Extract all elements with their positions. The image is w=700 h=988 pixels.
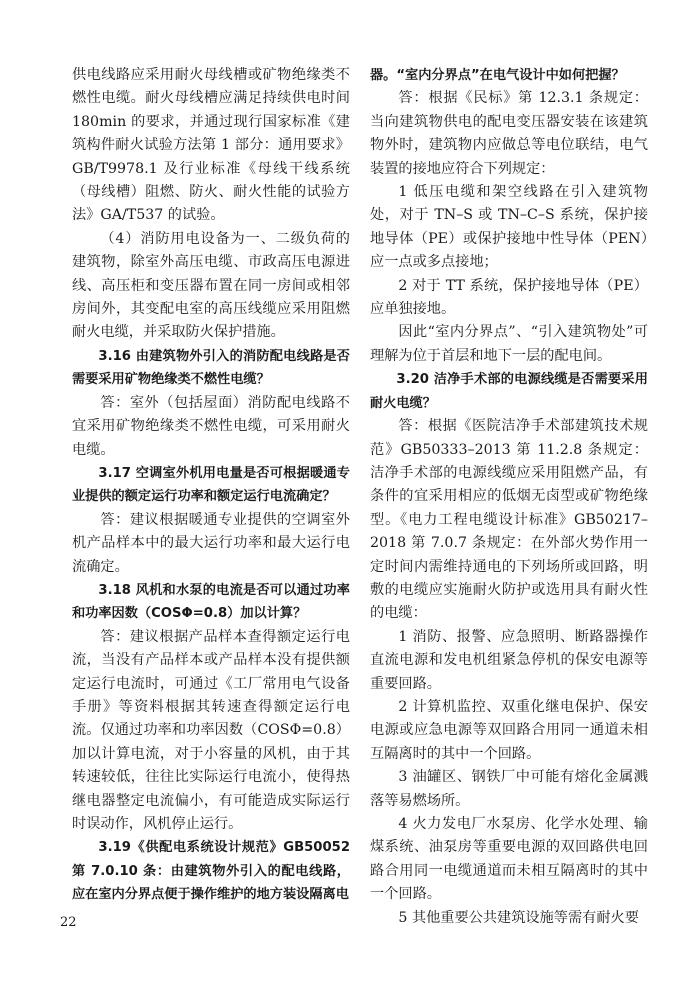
question-heading: 3.16 由建筑物外引入的消防配电线路是否需要采用矿物绝缘类不燃性电缆？	[72, 348, 350, 388]
paragraph: 1 消防、报警、应急照明、断路器操作直流电源和发电机组紧急停机的保安电源等重要回路。	[370, 628, 648, 692]
question-heading: 3.18 风机和水泵的电流是否可以通过功率和功率因数（COSΦ=0.8）加以计算？	[72, 582, 350, 622]
paragraph-continued: 供电线路应采用耐火母线槽或矿物绝缘类不燃性电缆。耐火母线槽应满足持续供电时间180min 的要求，并通过现行国家标准《建筑构件耐火试验方法第 1 部分：通用要求》GB/T9978.1 及行业标准《母线干线系统（母线槽）阻燃、防火、耐火性能的试验方法》GA/T537 的试验。	[72, 67, 350, 224]
paragraph: 答：根据《医院洁净手术部建筑技术规范》GB50333–2013 第 11.2.8 条规定：洁净手术部的电源线缆应采用阻燃产品，有条件的宜采用相应的低烟无卤型或矿物绝缘型。《电力工程电缆设计标准》GB50217–2018 第 7.0.7 条规定：在外部火势作用一定时间内需维持通电的下列场所或回路，明敷的电缆应实施耐火防护或选用具有耐火性的电缆：	[370, 418, 648, 622]
paragraph: （4）消防用电设备为一、二级负荷的建筑物，除室外高压电缆、市政高压电源进线、高压柜和变压器布置在同一房间或相邻房间外，其变配电室的高压线缆应采用阻燃耐火电缆，并采取防火保护措施。	[72, 230, 350, 341]
page-number: 22	[60, 915, 77, 930]
paragraph: 2 计算机监控、双重化继电保护、保安电源或应急电源等双回路合用同一通道未相互隔离时的其中一个回路。	[370, 698, 648, 762]
question-heading: 3.20 洁净手术部的电源线缆是否需要采用耐火电缆？	[370, 372, 648, 411]
paragraph: 4 火力发电厂水泵房、化学水处理、输煤系统、油泵房等重要电源的双回路供电回路合用同一电缆通道而未相互隔离时的其中一个回路。	[370, 816, 648, 903]
paragraph: 答：室外（包括屋面）消防配电线路不宜采用矿物绝缘类不燃性电缆，可采用耐火电缆。	[72, 394, 350, 458]
left-column	[72, 64, 350, 907]
paragraph: 3 油罐区、钢铁厂中可能有熔化金属溅落等易燃场所。	[370, 769, 648, 809]
paragraph: 2 对于 TT 系统，保护接地导体（PE）应单独接地。	[370, 277, 648, 318]
paragraph: 答：根据《民标》第 12.3.1 条规定：当向建筑物供电的配电变压器安装在该建筑物外时，建筑物内应做总等电位联结，电气装置的接地应符合下列规定：	[370, 90, 648, 177]
paragraph: 1 低压电缆和架空线路在引入建筑物处，对于 TN–S 或 TN–C–S 系统，保护接地导体（PE）或保护接地中性导体（PEN）应一点或多点接地；	[370, 184, 648, 271]
paragraph: 5 其他重要公共建筑设施等需有耐火要	[398, 909, 639, 926]
paragraph: 因此“室内分界点”、“引入建筑物处”可理解为位于首层和地下一层的配电间。	[370, 324, 648, 364]
question-heading: 3.17 空调室外机用电量是否可根据暖通专业提供的额定运行功率和额定运行电流确定？	[72, 465, 350, 505]
question-heading: 3.19《供配电系统设计规范》GB50052 第 7.0.10 条：由建筑物外引入的配电线路，应在室内分界点便于操作维护的地方装设隔离电	[72, 840, 350, 903]
paragraph: 答：建议根据暖通专业提供的空调室外机产品样本中的最大运行功率和最大运行电流确定。	[72, 511, 350, 575]
paragraph: 答：建议根据产品样本查得额定运行电流，当没有产品样本或产品样本没有提供额定运行电流时，可通过《工厂常用电气设备手册》等资料根据其转速查得额定运行电流。仅通过功率和功率因数（COSΦ=0.8）加以计算电流，对于小容量的风机，由于其转速较低，往往比实际运行电流小，使得热继电器整定电流偏小，有可能造成实际运行时误动作，风机停止运行。	[72, 628, 350, 832]
right-column	[370, 64, 648, 930]
question-heading-continued: 器。“室内分界点”在电气设计中如何把握？	[370, 68, 625, 83]
